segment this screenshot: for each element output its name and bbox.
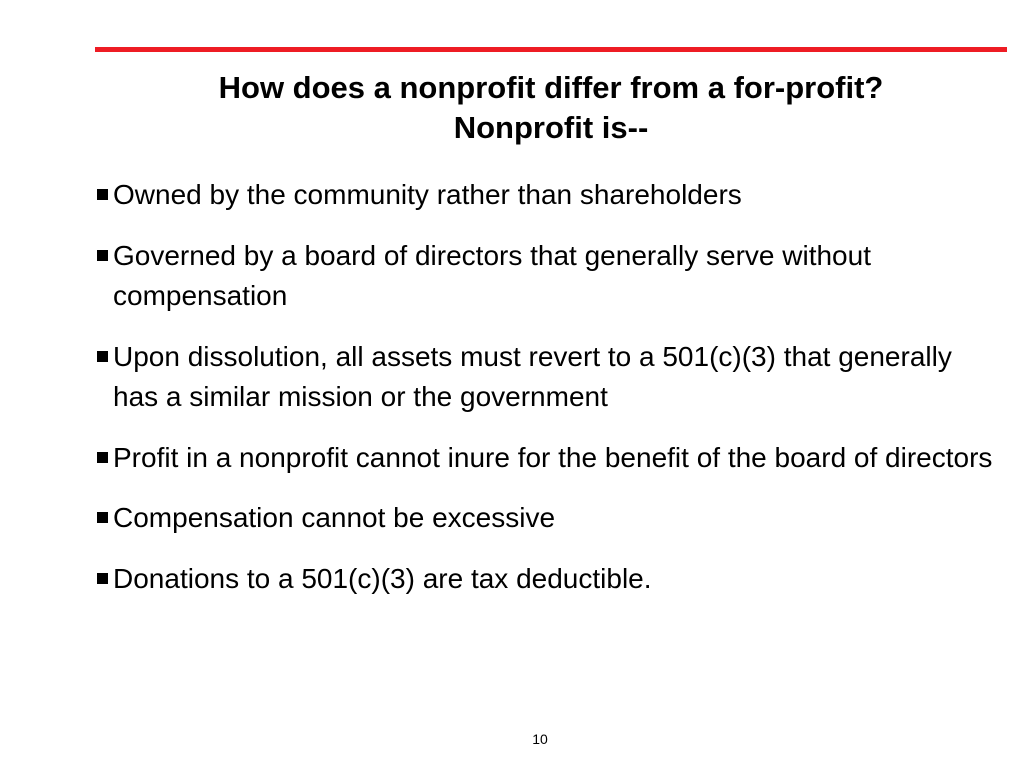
bullet-item-profit-inurement xyxy=(96,438,1001,479)
square-bullet-icon xyxy=(97,512,108,523)
square-bullet-icon xyxy=(97,452,108,463)
slide-title xyxy=(95,68,1007,148)
bullet-item-dissolution-assets xyxy=(96,337,1001,418)
bullet-text: Donations to a 501(c)(3) are tax deductible. xyxy=(113,562,652,594)
bullet-text: Compensation cannot be excessive xyxy=(113,502,556,533)
bullet-text: Profit in a nonprofit cannot inure for the benefit of the board of directors xyxy=(113,441,993,473)
square-bullet-icon xyxy=(97,189,108,200)
slide-title-line-1: How does a nonprofit differ from a for-profit? xyxy=(218,70,884,105)
bullet-text: Owned by the community rather than shareholders xyxy=(113,179,742,210)
bullet-text: Upon dissolution, all assets must revert to a 501(c)(3) that generally has a similar mission or the government xyxy=(113,340,952,412)
square-bullet-icon xyxy=(97,351,108,362)
bullet-item-governed-by-board xyxy=(96,236,1001,317)
bullet-item-compensation xyxy=(96,498,1001,539)
bullet-item-tax-deductible xyxy=(96,559,1001,600)
square-bullet-icon xyxy=(97,573,108,584)
bullet-item-owned-by-community xyxy=(96,175,1001,216)
bullet-text: Governed by a board of directors that generally serve without compensation xyxy=(113,239,871,311)
title-accent-rule xyxy=(95,47,1007,52)
square-bullet-icon xyxy=(97,250,108,261)
bullet-list xyxy=(96,175,1001,619)
slide-title-line-2: Nonprofit is-- xyxy=(453,110,649,145)
page-number: 10 xyxy=(532,731,548,747)
